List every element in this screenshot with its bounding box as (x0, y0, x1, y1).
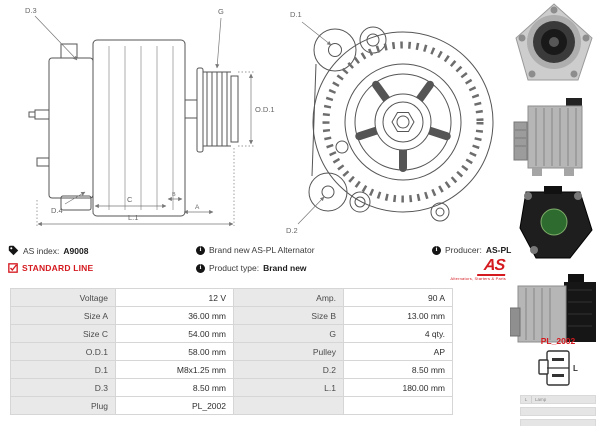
as-index-value: A9008 (63, 245, 89, 256)
legend-row (520, 407, 596, 416)
spec-label-cell: Voltage (11, 289, 116, 307)
dim-label-od1: O.D.1 (255, 105, 275, 114)
spec-label-cell (234, 397, 344, 415)
spec-row (11, 289, 453, 307)
info-strip (0, 243, 600, 287)
spec-table (10, 288, 453, 415)
spec-row (11, 325, 453, 343)
product-type-label: Product type: (209, 263, 260, 273)
dim-label-l1: L.1 (128, 213, 139, 222)
front-view-drawing (278, 0, 508, 242)
producer-value: AS-PL (485, 245, 512, 255)
bottom-mount-ear (309, 173, 347, 211)
spec-label-cell: Size A (11, 307, 116, 325)
as-index-row (8, 245, 88, 256)
info-icon: i (432, 246, 441, 255)
dim-label-d1: D.1 (290, 10, 302, 19)
spec-label-cell: D.2 (234, 361, 344, 379)
dim-label-d4: D.4 (51, 206, 63, 215)
spec-label-cell: O.D.1 (11, 343, 116, 361)
spec-value-cell: 58.00 mm (116, 343, 234, 361)
spec-value-cell: 54.00 mm (116, 325, 234, 343)
plug-panel (520, 336, 596, 426)
rear-housing (49, 58, 93, 198)
legend-row (520, 419, 596, 426)
spec-value-cell: 36.00 mm (116, 307, 234, 325)
spec-value-cell: 12 V (116, 289, 234, 307)
spec-row (11, 343, 453, 361)
info-icon: i (196, 264, 205, 273)
spec-value-cell (344, 397, 453, 415)
legend-row (520, 395, 596, 404)
spec-row (11, 307, 453, 325)
dim-label-c: C (127, 195, 133, 204)
spec-row (11, 397, 453, 415)
tag-icon (8, 245, 19, 256)
standard-line-label: STANDARD LINE (22, 263, 94, 273)
spec-label-cell: Size C (11, 325, 116, 343)
checkbox-icon (8, 263, 18, 273)
spec-value-cell: 13.00 mm (344, 307, 453, 325)
brand-new-row (196, 245, 315, 255)
product-photo-front[interactable] (510, 2, 598, 88)
product-photo-side-1[interactable] (510, 94, 598, 178)
front-bracket (93, 40, 185, 216)
spec-row (11, 379, 453, 397)
spec-label-cell: Plug (11, 397, 116, 415)
info-icon: i (196, 246, 205, 255)
spec-label-cell: L.1 (234, 379, 344, 397)
spec-value-cell: 8.50 mm (344, 361, 453, 379)
plug-legend (520, 395, 596, 426)
product-photos (510, 2, 598, 354)
legend-pin: L (521, 396, 532, 403)
as-pl-logo-text: AS (477, 258, 507, 276)
legend-desc: Lamp (535, 397, 547, 402)
plug-pin-label: L (573, 364, 578, 373)
dim-label-g: G (218, 7, 224, 16)
producer-label: Producer: (445, 245, 482, 255)
spec-value-cell: 4 qty. (344, 325, 453, 343)
spec-label-cell: G (234, 325, 344, 343)
spec-value-cell: 180.00 mm (344, 379, 453, 397)
side-view-drawing (5, 0, 277, 242)
dim-label-d3: D.3 (25, 6, 37, 15)
spec-value-cell: PL_2002 (116, 397, 234, 415)
plug-icon (535, 349, 581, 389)
spec-value-cell: 90 A (344, 289, 453, 307)
pulley-ribs (203, 72, 231, 146)
pulley-flange (197, 68, 203, 152)
spec-value-cell: M8x1.25 mm (116, 361, 234, 379)
product-type-row (196, 263, 307, 273)
spec-value-cell: AP (344, 343, 453, 361)
as-index-label: AS index: (23, 245, 60, 256)
spec-value-cell: 8.50 mm (116, 379, 234, 397)
dim-label-b: B (172, 192, 176, 198)
standard-line-row (8, 263, 93, 273)
spec-label-cell: Pulley (234, 343, 344, 361)
spec-label-cell: D.1 (11, 361, 116, 379)
spec-row (11, 361, 453, 379)
spec-label-cell: Amp. (234, 289, 344, 307)
as-pl-logo-tagline: Alternators, Starters & Parts (450, 276, 506, 281)
producer-row (432, 245, 511, 255)
spec-label-cell: D.3 (11, 379, 116, 397)
dim-label-d2: D.2 (286, 226, 298, 235)
dim-label-a: A (195, 204, 200, 211)
plug-code: PL_2002 (540, 336, 576, 346)
brand-new-text: Brand new AS-PL Alternator (209, 245, 315, 255)
as-pl-logo (444, 258, 506, 281)
product-type-value: Brand new (263, 263, 307, 273)
spec-label-cell: Size B (234, 307, 344, 325)
